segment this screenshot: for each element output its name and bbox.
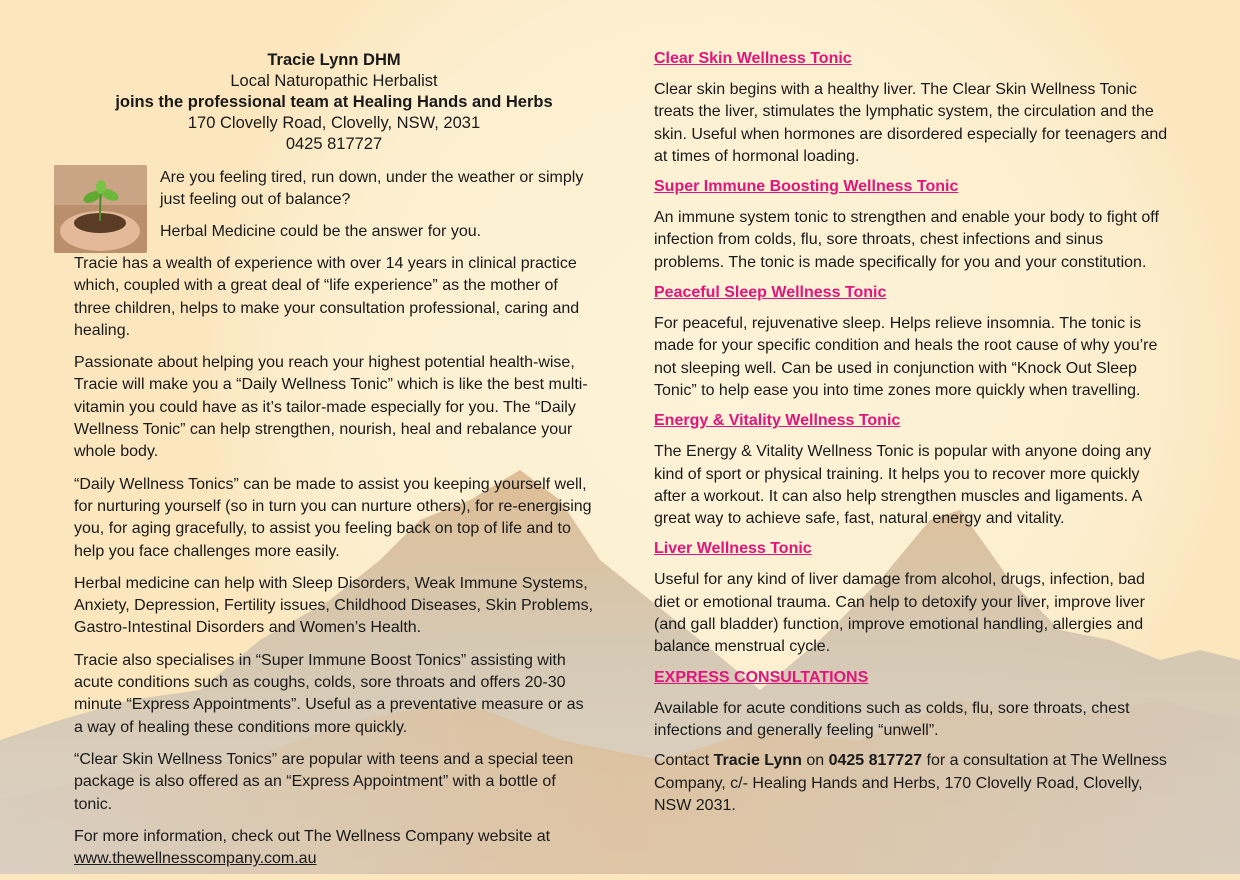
more-info-text: For more information, check out The Wellness Company website at: [74, 827, 551, 845]
body-paragraph: Passionate about helping you reach your highest potential health-wise, Tracie will make you a “Daily Wellness Tonic” which is like the best multi-vitamin you could have as it’s tailor-made especially for you. The “Daily Wellness Tonic” can help strengthen, nourish, heal and rebalance your whole body.: [74, 354, 588, 461]
section-body: The Energy & Vitality Wellness Tonic is popular with anyone doing any kind of sport or physical training. It helps you to recover more quickly after a workout. It can also help strengthen muscles and ligaments. A great way to achieve safe, fast, natural energy and vitality.: [654, 443, 1152, 528]
intro-text: [160, 167, 600, 252]
section-heading: Clear Skin Wellness Tonic: [654, 50, 852, 67]
contact-paragraph: [654, 750, 1174, 817]
more-info-paragraph: [74, 826, 594, 871]
intro-question: Are you feeling tired, run down, under the weather or simply just feeling out of balance?: [160, 169, 584, 209]
section-body: Clear skin begins with a healthy liver. The Clear Skin Wellness Tonic treats the liver, stimulates the lymphatic system, the circulation and the skin. Useful when hormones are disordered especially for teenagers and at times of hormonal loading.: [654, 81, 1168, 165]
section-body: Useful for any kind of liver damage from alcohol, drugs, infection, bad diet or emotional trauma. Can help to detoxify your liver, improve liver (and gall bladder) function, improve emotional handling, allergies and balance menstrual cycle.: [654, 571, 1145, 656]
right-column: [654, 48, 1174, 825]
practice-address: 170 Clovelly Road, Clovelly, NSW, 2031: [187, 114, 481, 132]
section-heading: Energy & Vitality Wellness Tonic: [654, 412, 901, 430]
practitioner-name: Tracie Lynn DHM: [267, 51, 401, 69]
body-paragraph: “Daily Wellness Tonics” can be made to assist you keeping yourself well, for nurturing yourself (so in turn you can nurture others), for re-energising you, for aging gracefully, to assist you feeling back on top of life and to help you face challenges more easily.: [74, 475, 592, 560]
left-column: [74, 50, 594, 880]
section-heading: Liver Wellness Tonic: [654, 540, 812, 558]
intro-answer: Herbal Medicine could be the answer for you.: [160, 222, 482, 240]
body-paragraph: Tracie also specialises in “Super Immune Boost Tonics” assisting with acute conditions such as coughs, colds, sore throats and offers 20-30 minute “Express Appointments”. Useful as a preventative measure or as a way of healing these conditions more quickly.: [74, 651, 584, 736]
body-paragraph: Herbal medicine can help with Sleep Disorders, Weak Immune Systems, Anxiety, Depression, Fertility issues, Childhood Diseases, Skin Problems, Gastro-Intestinal Disorders and Women’s Health.: [74, 574, 594, 637]
practitioner-header: [74, 50, 594, 155]
practitioner-role: Local Naturopathic Herbalist: [230, 72, 438, 90]
contact-prefix: Contact: [654, 752, 714, 770]
joins-team-line: joins the professional team at Healing Hands and Herbs: [115, 93, 553, 111]
section-body: An immune system tonic to strengthen and enable your body to fight off infection from colds, flu, sore throats, chest infections and sinus problems. The tonic is made specifically for you and your constitution.: [654, 209, 1159, 271]
section-heading: Super Immune Boosting Wellness Tonic: [654, 178, 959, 196]
contact-suffix: for a consultation at The Wellness Company, c/- Healing Hands and Herbs, 170 Clovelly Road, Clovelly, NSW 2031.: [654, 752, 1167, 814]
contact-phone: 0425 817727: [828, 752, 923, 770]
section-heading: Peaceful Sleep Wellness Tonic: [654, 284, 887, 302]
section-body: For peaceful, rejuvenative sleep. Helps relieve insomnia. The tonic is made for your specific condition and heals the root cause of why you’re not sleeping well. Can be used in conjunction with “Knock Out Sleep Tonic” to help ease you into time zones more quickly when travelling.: [654, 315, 1158, 399]
body-paragraph: Tracie has a wealth of experience with over 14 years in clinical practice which, coupled with a great deal of “life experience” as the mother of three children, helps to make your consultation professional, caring and healing.: [74, 255, 580, 339]
intro-block: [74, 167, 594, 253]
section-body: Available for acute conditions such as colds, flu, sore throats, chest infections and generally feeling “unwell”.: [654, 699, 1130, 739]
website-link[interactable]: www.thewellnesscompany.com.au: [74, 850, 317, 868]
practice-phone: 0425 817727: [285, 135, 383, 153]
section-heading: EXPRESS CONSULTATIONS: [654, 668, 869, 686]
seedling-hands-photo: [54, 165, 147, 253]
body-paragraph: “Clear Skin Wellness Tonics” are popular with teens and a special teen package is also offered as an “Express Appointment” with a bottle of tonic.: [74, 750, 574, 813]
contact-name: Tracie Lynn: [713, 752, 802, 770]
contact-on: on: [801, 752, 829, 770]
